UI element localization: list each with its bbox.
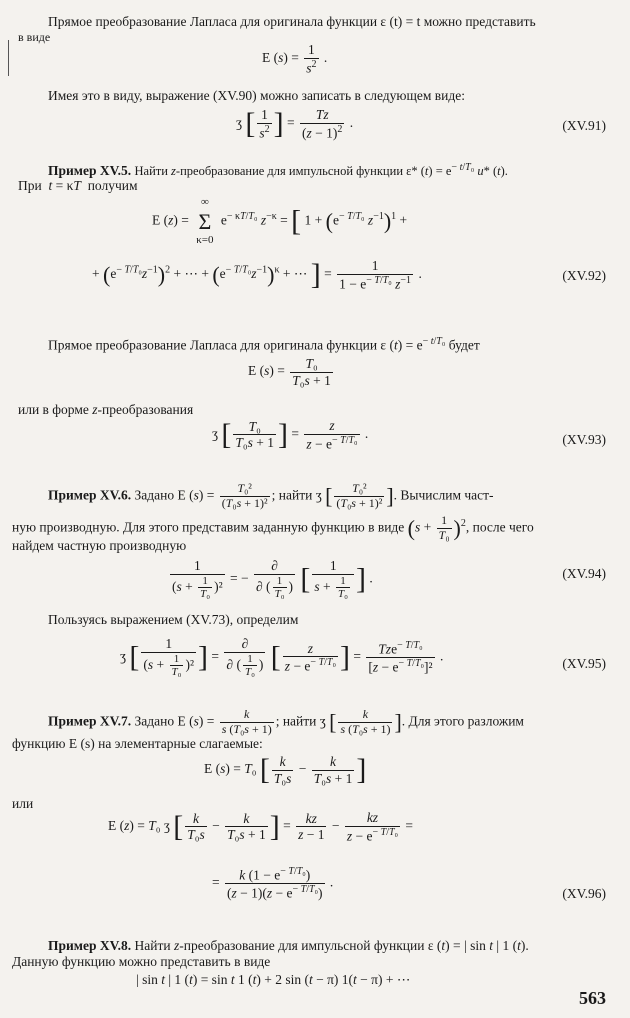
text-line: ную производную. Для этого представим заданную функцию в виде (s + $\frac{1}{\text{T₀}}$ )$^2$, после чего bbox=[12, 513, 534, 542]
text-line: Данную функцию можно представить в виде bbox=[12, 954, 271, 969]
equation-xv95: ʒ [ 1 (s + $\frac{1}{\text{T₀}}$ )² ] = ∂ ∂ ( $\frac{1}{\text{T₀}}$ ) [ $\frac{z}{z - e^{- T/T_0}}$ ] = $\frac{Tze^{- T/T_0}}{[z - e^{- T/T_0}]^2}$ . bbox=[120, 636, 444, 679]
example-label: Пример XV.6. bbox=[48, 487, 132, 503]
equation-number: (XV.93) bbox=[562, 432, 606, 447]
equation-number: (XV.92) bbox=[562, 268, 606, 283]
example-heading: Пример XV.5. Найти z-преобразование для импульсной функции ε* $(t) = e^{- t/T_0}$ u* (t). bbox=[48, 162, 508, 179]
equation-xv96-part1: E (z) = T₀ ʒ [ $\frac{k}{\text{T₀s}}$ − $\frac{k}{\text{T₀s + 1}}$ ] = $\frac{kz}{z - 1}$ − $\frac{kz}{z - e^{- T/T_0}}$ = bbox=[108, 809, 414, 844]
example-label: Пример XV.5. bbox=[48, 163, 132, 179]
equation-number: (XV.96) bbox=[562, 886, 606, 901]
equation-number: (XV.95) bbox=[562, 656, 606, 671]
text-line: или в форме z-преобразования bbox=[18, 402, 194, 417]
equation: E (s) = T₀ [ $\frac{k}{\text{T₀s}}$ − $\frac{k}{\text{T₀s + 1}}$ ] bbox=[204, 753, 367, 787]
text-line: найдем частную производную bbox=[12, 538, 187, 553]
page-number: 563 bbox=[579, 988, 606, 1008]
text-line: или bbox=[12, 796, 34, 811]
text-line: Имея это в виду, выражение (XV.90) можно записать в следующем виде: bbox=[48, 88, 465, 103]
equation-xv91: ʒ [ $\frac{1}{s^2}$ ] = $\frac{Tz}{(z - 1)^2}$ . bbox=[236, 106, 354, 141]
example-heading: Пример XV.6. Задано E (s) = $\frac{\text{T₀²}}{\text{(T₀s + 1)²}}$ ; найти ʒ [ $\frac{\text{T₀²}}{\text{(T₀s + 1)²}}$ ]. Вычислим част- bbox=[48, 481, 494, 510]
equation-xv92-part2: + $(e^{- T/T_0}z^{-1})^2$ + ⋯ + $(e^{- T/T_0}z^{-1})^\kappa$ + ⋯ ] = $\frac{1}{1 - e^{- T/T_0} z^{-1}}$ . bbox=[92, 257, 422, 292]
text-line: Прямое преобразование Лапласа для оригинала функции ε (t) = t можно представить bbox=[48, 14, 536, 29]
example-heading: Пример XV.7. Задано E (s) = $\frac{k}{\text{s (T₀s + 1)}}$ ; найти ʒ [ $\frac{k}{\text{s (T₀s + 1)}}$ ]. Для этого разложим bbox=[48, 707, 524, 736]
example-label: Пример XV.7. bbox=[48, 713, 132, 729]
text-line: Пользуясь выражением (XV.73), определим bbox=[48, 612, 299, 627]
example-heading: Пример XV.8. Найти z-преобразование для импульсной функции ε (t) = | sin t | 1 (t). bbox=[48, 938, 529, 953]
equation: | sin t | 1 (t) = sin t 1 (t) + 2 sin (t − π) 1(t − π) + ⋯ bbox=[136, 972, 411, 987]
text-line: При t = κT получим bbox=[18, 178, 138, 193]
equation: E (s) = $\frac{1}{s^2}$ . bbox=[262, 42, 328, 76]
text-line: Прямое преобразование Лапласа для оригинала функции ε $(t) = e^{- t/T_0}$ будет bbox=[48, 336, 480, 353]
equation-xv93: ʒ [ $\frac{\text{T₀}}{\text{T₀s + 1}}$ ] = $\frac{z}{z - e^{- T/T_0}}$ . bbox=[212, 417, 369, 452]
text-line: в виде bbox=[18, 30, 51, 44]
margin-mark bbox=[8, 40, 9, 76]
equation-number: (XV.94) bbox=[562, 566, 606, 581]
text-line: функцию E (s) на элементарные слагаемые: bbox=[12, 736, 263, 751]
equation-number: (XV.91) bbox=[562, 118, 606, 133]
equation-xv94: 1 (s + $\frac{1}{\text{T₀}}$ )² = − ∂ ∂ ( $\frac{1}{\text{T₀}}$ ) [ 1 s + $\frac{1}{\text{T₀}}$ ] . bbox=[172, 558, 373, 601]
example-label: Пример XV.8. bbox=[48, 938, 132, 953]
equation-xv92-part1: E (z) = ∞ Σ κ=0 $e^{- \kappa T/T_0}$ $z^{-\kappa}$ = [ $1 + (e^{- T/T_0}$ $z^{-1})^1$ + bbox=[152, 196, 408, 246]
equation-xv96-part2: = $\frac{k (1 - e^{- T/T_0})}{(z - 1)(z - e^{- T/T_0})}$ . bbox=[212, 866, 334, 901]
equation: E (s) = $\frac{\text{T₀}}{\text{T₀s + 1}}$ bbox=[248, 356, 331, 388]
